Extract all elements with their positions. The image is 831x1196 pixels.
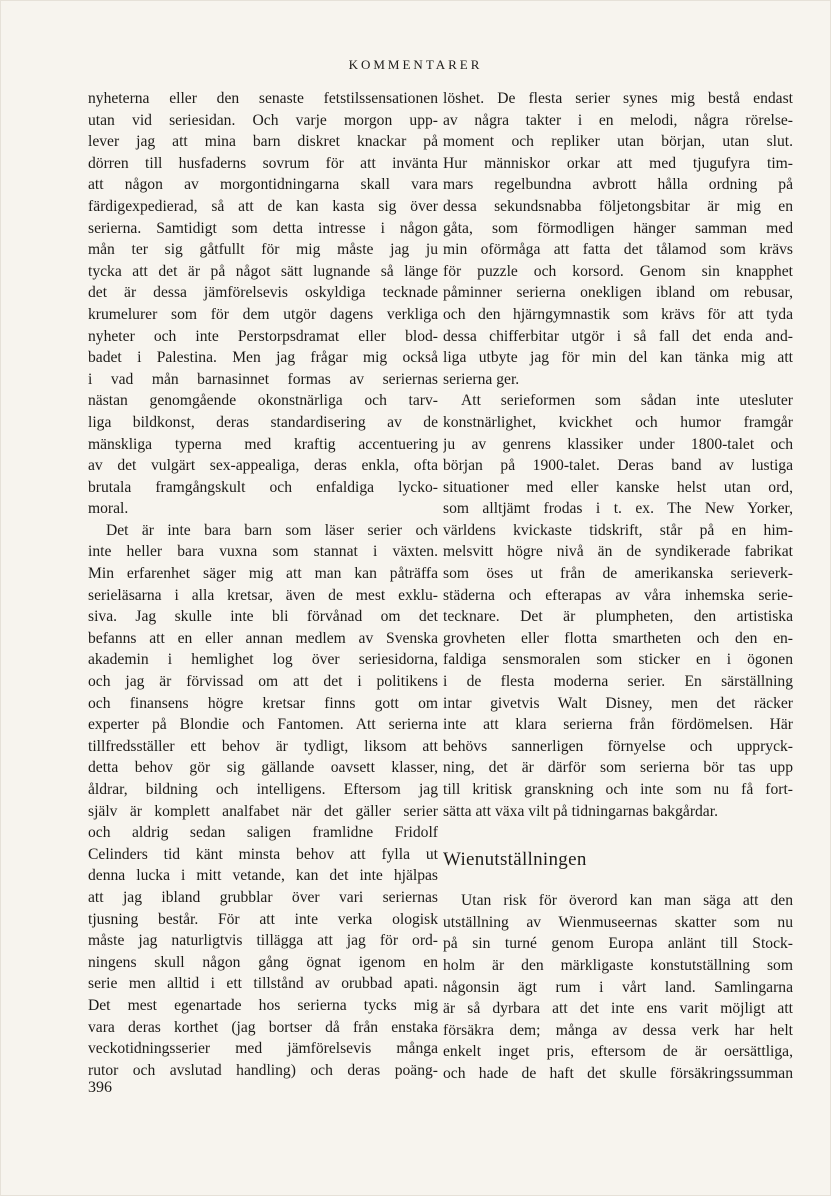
text-line: nyheter och inte Perstorpsdramat eller blod- — [88, 327, 438, 345]
text-line: badet i Palestina. Men jag frågar mig också — [88, 349, 438, 367]
text-line: som öses ut från de amerikanska serieverk- — [443, 565, 793, 583]
text-line: siva. Jag skulle inte bli förvånad om det — [88, 608, 438, 626]
text-line: att jag ibland grubblar över vari seriernas — [88, 888, 438, 906]
text-line: veckotidningsserier med jämförelsevis många — [88, 1040, 438, 1058]
text-line: vara deras korthet (jag bortser då från enstaka — [88, 1018, 438, 1036]
text-line: liga bildkonst, deras standardisering av de — [88, 413, 438, 431]
text-line: experter på Blondie och Fantomen. Att serierna — [88, 716, 438, 734]
text-line: mänskliga typerna med kraftig accentuering — [88, 435, 438, 453]
text-line: befanns att en eller annan medlem av Svenska — [88, 629, 438, 647]
text-line: och aldrig sedan saligen framlidne Fridolf — [88, 824, 438, 842]
text-line: akademin i hemlighet log över seriesidorna, — [88, 651, 438, 669]
text-line: för puzzle och korsord. Genom sin knapphet — [443, 262, 793, 280]
text-line: serierna. Samtidigt som detta intresse i någon — [88, 219, 438, 237]
text-line: inte heller bara vuxna som stannat i växten. — [88, 543, 438, 561]
text-line: rutor och avslutad handling) och deras poäng- — [88, 1061, 438, 1079]
text-line: påminner serierna onekligen ibland om rebusar, — [443, 284, 793, 302]
text-line: tillfredsställer ett behov är tydligt, liksom att — [88, 737, 438, 755]
text-line: moment och repliker utan början, utan slut. — [443, 133, 793, 151]
text-line: krumelurer som för dem utgör dagens verkliga — [88, 305, 438, 323]
text-line: lever jag att mina barn diskret knackar på — [88, 133, 438, 151]
left-column — [88, 88, 438, 1081]
text-line: faldiga sensmoralen som sticker en i ögonen — [443, 651, 793, 669]
text-line: nyheterna eller den senaste fetstilssensationen — [88, 90, 438, 107]
text-line: serieläsarna i alla kretsar, även de mest exklu- — [88, 586, 438, 604]
text-line: behövs sannerligen förnyelse och uppryck- — [443, 737, 793, 755]
text-line: ningens skull någon gång ögnat igenom en — [88, 953, 438, 971]
text-line: enkelt inget pris, eftersom de är oersättliga, — [443, 1043, 793, 1061]
text-line: på sin turné genom Europa anlänt till Stock- — [443, 935, 793, 953]
text-line: och hade de haft det skulle försäkringssumman — [443, 1064, 793, 1082]
text-line: måste jag naturligtvis tillägga att jag för ord- — [88, 932, 438, 950]
text-line: någonsin ägt rum i vårt land. Samlingarna — [443, 978, 793, 996]
text-line: är så dyrbara att det inte ens varit möjligt att — [443, 1000, 793, 1018]
text-line: färdigexpedierad, så att de kan kasta sig över — [88, 197, 438, 215]
text-line: dessa chifferbitar utgör i så fall det enda and- — [443, 327, 793, 345]
text-line: tycka att det är på något sätt lugnande så länge — [88, 262, 438, 280]
text-line: och finansens högre kretsar finns gott om — [88, 694, 438, 712]
text-line: tjusning består. För att inte verka ologisk — [88, 910, 438, 928]
text-line: melsvitt högre nivå än de syndikerade fabrikat — [443, 543, 793, 561]
text-line: Min erfarenhet säger mig att man kan påträffa — [88, 565, 438, 583]
text-line: sätta att växa vilt på tidningarnas bakgårdar. — [443, 802, 718, 820]
text-line: serierna ger. — [443, 370, 520, 388]
text-line: detta behov gör sig gällande oavsett klasser, — [88, 759, 438, 777]
text-line: i de flesta moderna serier. En särställning — [443, 673, 793, 691]
text-line: Hur människor orkar att med tjugufyra tim- — [443, 154, 793, 172]
text-line: löshet. De flesta serier synes mig bestå endast — [443, 90, 793, 107]
text-line: utan vid seriesidan. Och varje morgon upp- — [88, 111, 438, 129]
text-line: tecknare. Det är plumpheten, den artistiska — [443, 608, 793, 626]
text-line: denna lucka i mitt vetande, kan det inte hjälpas — [88, 867, 438, 885]
text-line: som alltjämt frodas i t. ex. The New Yorker, — [443, 500, 793, 518]
text-line: intar givetvis Walt Disney, men det räcker — [443, 694, 793, 712]
right-column — [443, 88, 793, 1085]
text-line: själv är komplett analfabet när det gäller serier — [88, 802, 438, 820]
text-line: världens kvickaste tidskrift, står på en him- — [443, 521, 793, 539]
text-line: Det mest egenartade hos serierna tycks mig — [88, 996, 438, 1014]
text-line: nästan genomgående okonstnärliga och tarv- — [88, 392, 438, 410]
section-heading: Wienutställningen — [443, 849, 587, 871]
text-line: inte att klara serierna från fördömelsen. Här — [443, 716, 793, 734]
text-line: brutala framgångskult och enfaldiga lycko- — [88, 478, 438, 496]
text-line: holm är den märkligaste konstutställning som — [443, 956, 793, 974]
text-line: dörren till husfaderns sovrum för att invänta — [88, 154, 438, 172]
text-line: och den hjärngymnastik som krävs för att tyda — [443, 305, 793, 323]
text-line: åldrar, bildning och intelligens. Eftersom jag — [88, 781, 438, 798]
text-line: grovheten eller flotta smartheten och den en- — [443, 629, 793, 647]
text-line: utställning av Wienmuseernas skatter som nu — [443, 913, 793, 931]
text-line: ju av genrens klassiker under 1800-talet och — [443, 435, 793, 453]
text-line: mars regelbundna avbrott hålla ordning på — [443, 176, 793, 194]
text-line: Celinders tid känt minsta behov att fylla ut — [88, 845, 438, 863]
text-line: försäkra dem; många av dessa verk har helt — [443, 1021, 793, 1039]
text-line: konstnärlighet, kvickhet och humor framgår — [443, 413, 793, 431]
text-line: Utan risk för överord kan man säga att den — [461, 892, 793, 910]
right-column-section-body — [443, 890, 793, 1084]
text-line: situationer med eller kanske helst utan ord, — [443, 478, 793, 496]
text-line: av några takter i en melodi, några rörelse- — [443, 111, 793, 129]
text-line: till kritisk granskning och inte som nu få fort- — [443, 781, 793, 798]
text-line: ning, det är därför som serierna bör tas upp — [443, 759, 793, 777]
text-line: i vad mån barnasinnet formas av seriernas — [88, 370, 438, 388]
text-line: mån ter sig gåtfullt för mig måste jag ju — [88, 241, 438, 259]
running-head: KOMMENTARER — [348, 57, 483, 72]
text-line: moral. — [88, 500, 129, 518]
page-number: 396 — [88, 1079, 112, 1096]
text-line: min oförmåga att fatta det tålamod som krävs — [443, 241, 793, 259]
text-line: början på 1900-talet. Deras band av lustiga — [443, 457, 793, 475]
text-line: att någon av morgontidningarna skall vara — [88, 176, 438, 194]
text-line: gåta, som förmodligen hänger samman med — [443, 219, 793, 237]
text-line: Det är inte bara barn som läser serier och — [106, 521, 438, 539]
text-line: städerna och efterapas av våra inhemska serie- — [443, 586, 793, 604]
text-line: liga utbyte jag för min del kan tänka mig att — [443, 349, 793, 367]
text-line: serie men alltid i ett tillstånd av orubbad apati. — [88, 975, 438, 993]
right-column-paragraphs — [443, 88, 793, 822]
text-line: dessa sekundsnabba följetongsbitar är mig en — [443, 197, 793, 215]
text-line: det är dessa jämförelsevis oskyldiga tecknade — [88, 284, 438, 302]
text-line: och jag är förvissad om att det i politikens — [88, 673, 438, 691]
text-line: av det vulgärt sex-appealiga, deras enkla, ofta — [88, 457, 438, 475]
text-line: Att serieformen som sådan inte utesluter — [461, 392, 793, 410]
